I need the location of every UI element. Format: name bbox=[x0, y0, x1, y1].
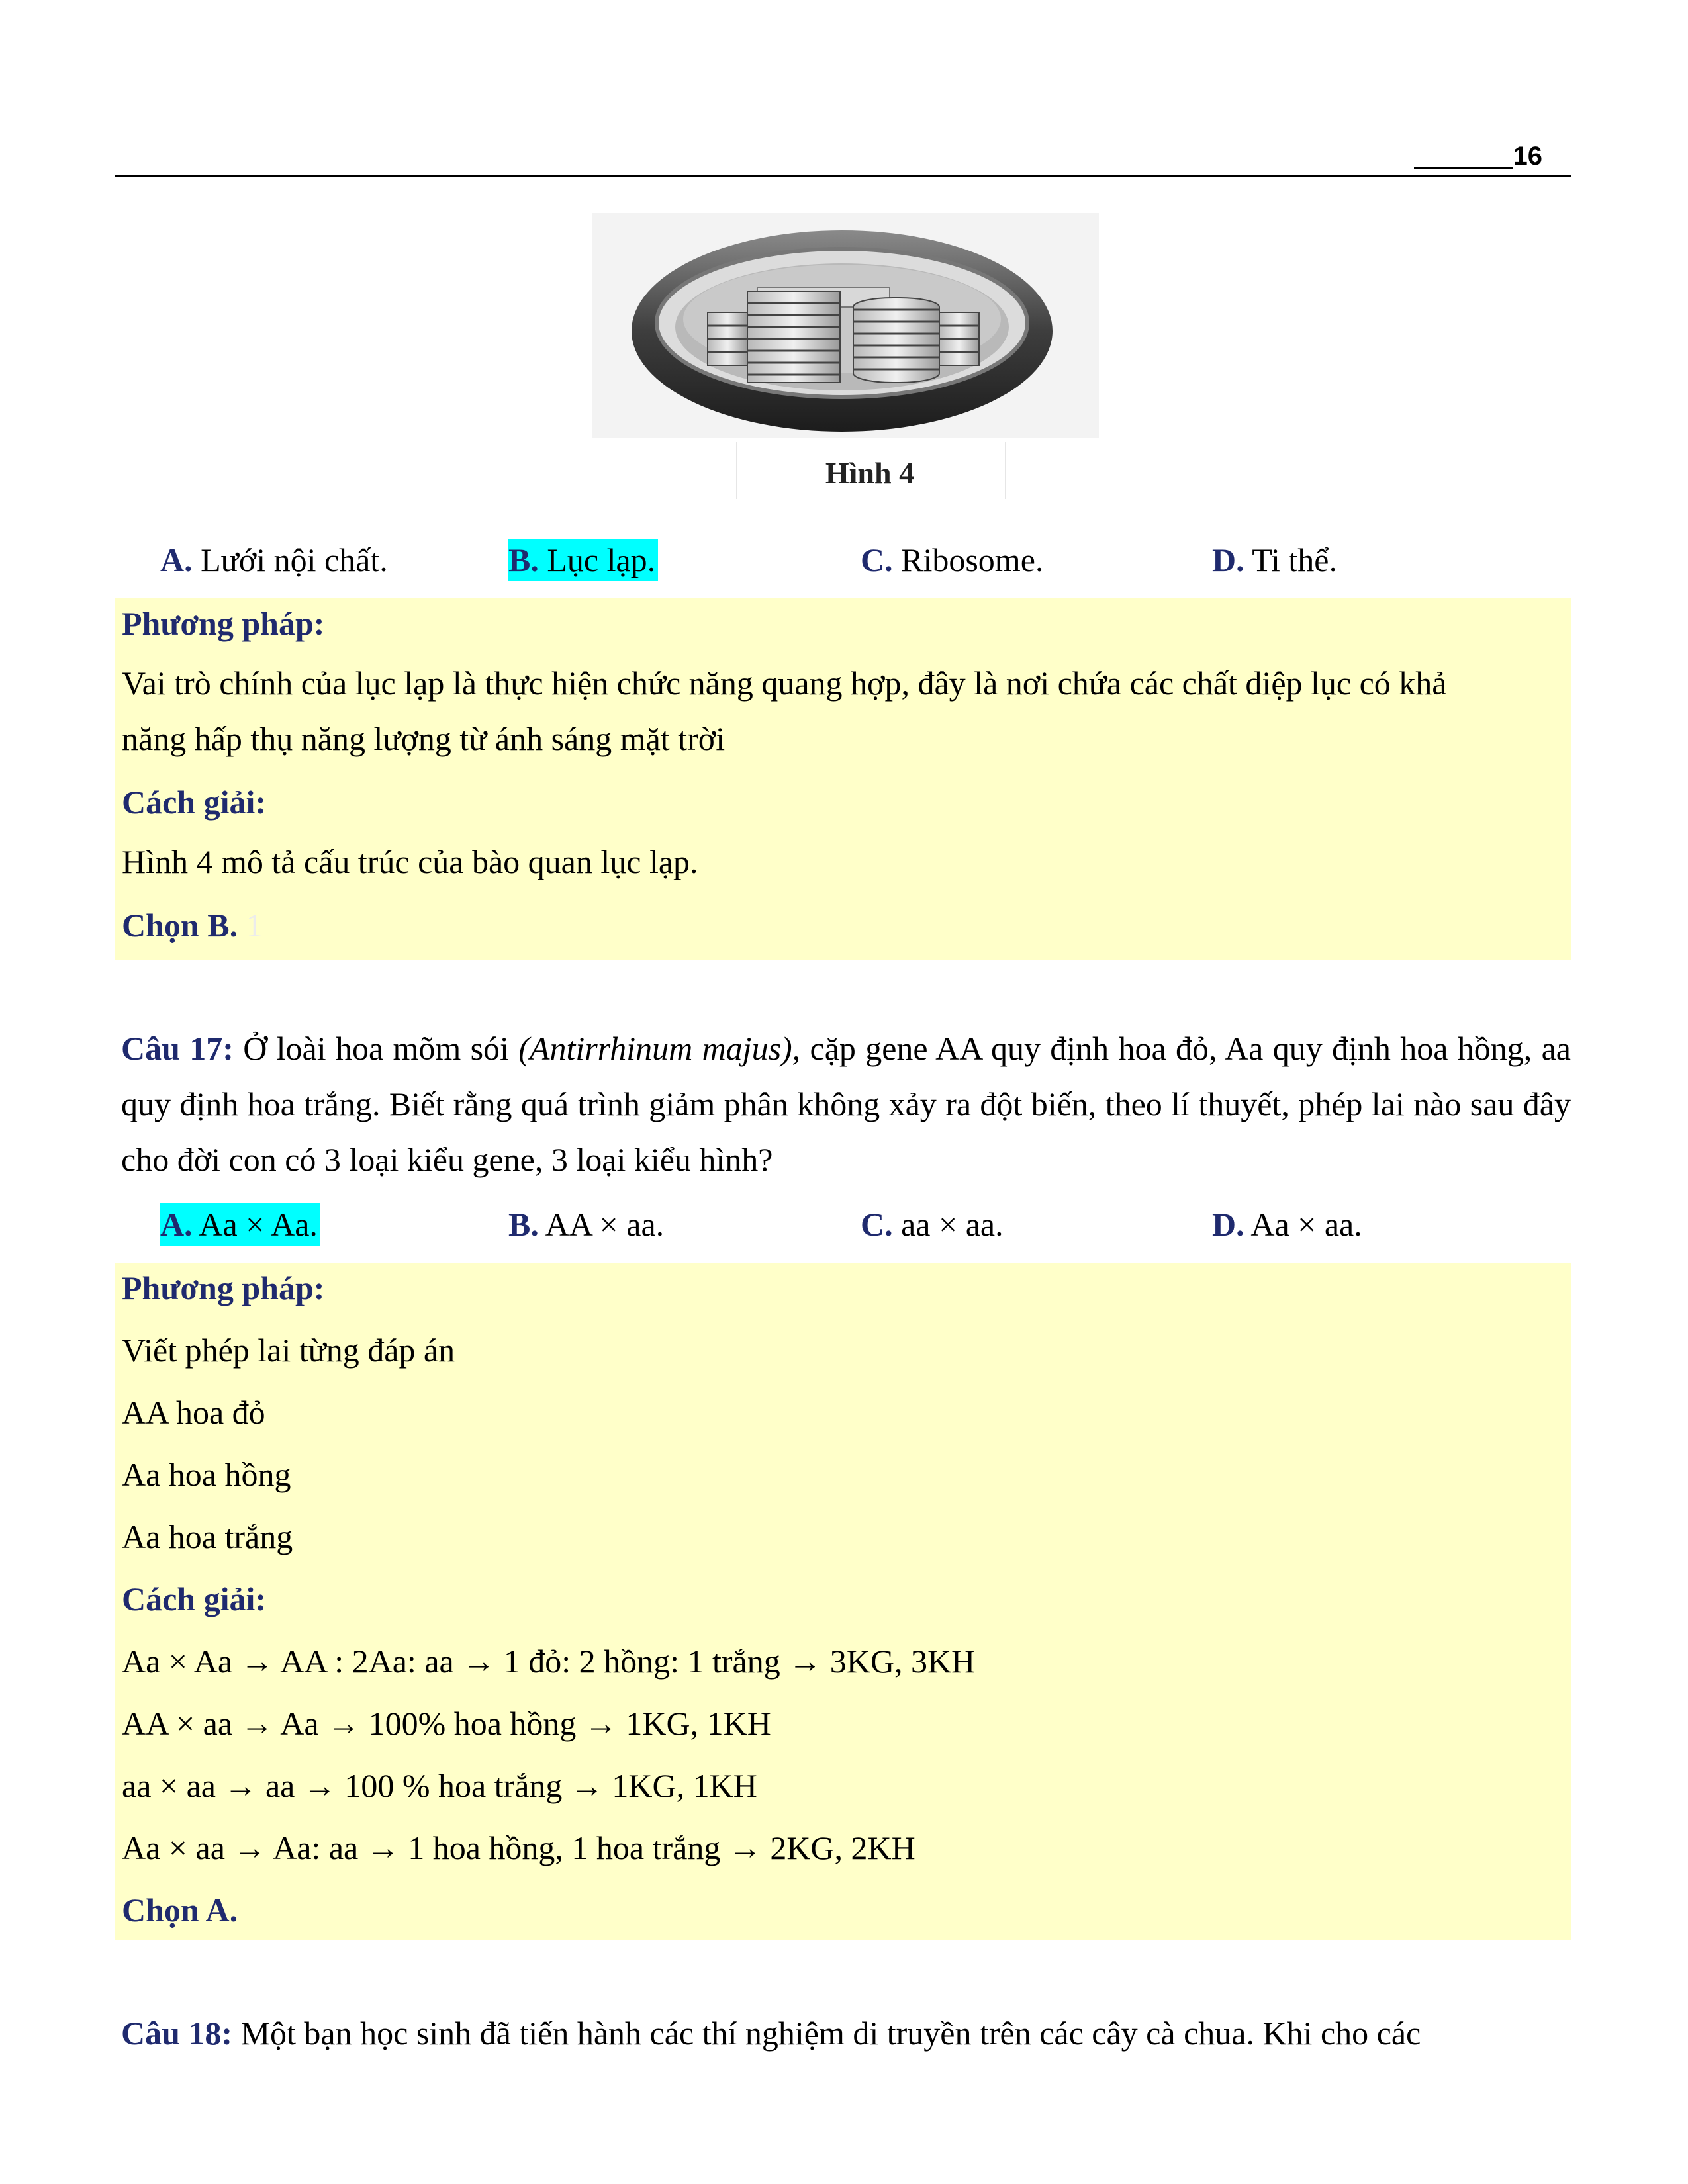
q17-option-b[interactable]: B. AA × aa. bbox=[508, 1206, 665, 1243]
q17-method-line: Aa hoa hồng bbox=[122, 1456, 291, 1493]
q17-method-label: Phương pháp: bbox=[122, 1269, 325, 1306]
chloroplast-diagram bbox=[592, 213, 1099, 438]
q18-question: Câu 18: Một bạn học sinh đã tiến hành các thí nghiệm di truyền trên các cây cà chua. Khi cho các bbox=[121, 2015, 1421, 2052]
q16-method-line2: năng hấp thụ năng lượng từ ánh sáng mặt trời bbox=[122, 720, 726, 757]
q17-option-a[interactable]: A. Aa × Aa. bbox=[160, 1203, 320, 1246]
q17-method-line: Aa hoa trắng bbox=[122, 1518, 293, 1555]
header-rule bbox=[115, 175, 1571, 177]
page-number-underline bbox=[1414, 139, 1513, 169]
q16-solution-line: Hình 4 mô tả cấu trúc của bào quan lục lạp. bbox=[122, 843, 698, 880]
q16-solution-box bbox=[115, 598, 1571, 960]
q16-solution-label: Cách giải: bbox=[122, 784, 267, 821]
q17-option-d[interactable]: D. Aa × aa. bbox=[1212, 1206, 1362, 1243]
q17-options bbox=[115, 1203, 1571, 1246]
q17-choose: Chọn A. bbox=[122, 1891, 238, 1929]
q17-method-line: AA hoa đỏ bbox=[122, 1394, 265, 1431]
q17-solution-line: Aa × Aa → AA : 2Aa: aa → 1 đỏ: 2 hồng: 1 trắng → 3KG, 3KH bbox=[122, 1643, 976, 1680]
q17-solution-line: Aa × aa → Aa: aa → 1 hoa hồng, 1 hoa trắng → 2KG, 2KH bbox=[122, 1829, 915, 1866]
q17-method-line: Viết phép lai từng đáp án bbox=[122, 1332, 455, 1369]
q17-option-c[interactable]: C. aa × aa. bbox=[861, 1206, 1004, 1243]
q16-option-b[interactable]: B. Lục lạp. bbox=[508, 539, 658, 581]
q16-option-c[interactable]: C. Ribosome. bbox=[861, 541, 1044, 578]
q17-solution-line: AA × aa → Aa → 100% hoa hồng → 1KG, 1KH bbox=[122, 1705, 771, 1742]
q17-solution-label: Cách giải: bbox=[122, 1580, 267, 1617]
q17-solution-box bbox=[115, 1263, 1571, 1940]
q16-option-a[interactable]: A. Lưới nội chất. bbox=[160, 541, 388, 578]
q17-solution-line: aa × aa → aa → 100 % hoa trắng → 1KG, 1KH bbox=[122, 1767, 757, 1804]
figure-chloroplast bbox=[592, 213, 1099, 438]
q16-option-d[interactable]: D. Ti thể. bbox=[1212, 541, 1337, 578]
q16-method-line1: Vai trò chính của lục lạp là thực hiện chức năng quang hợp, đây là nơi chứa các chất diệp lục có khả bbox=[122, 664, 1447, 702]
q16-choose: Chọn B. 1 bbox=[122, 907, 263, 944]
q17-question: Câu 17: Ở loài hoa mõm sói (Antirrhinum majus), cặp gene AA quy định hoa đỏ, Aa quy định hoa hồng, aa quy định hoa trắng. Biết rằng quá trình giảm phân không xảy ra đột biến, theo lí thuyết, phép lai nào sau đây cho đời con có 3 loại kiểu gene, 3 loại kiểu hình? bbox=[121, 1030, 1571, 1178]
q16-method-label: Phương pháp: bbox=[122, 605, 325, 642]
page-number: 16 bbox=[1410, 139, 1542, 173]
figure-caption: Hình 4 bbox=[825, 456, 915, 490]
q16-options bbox=[115, 539, 1571, 581]
